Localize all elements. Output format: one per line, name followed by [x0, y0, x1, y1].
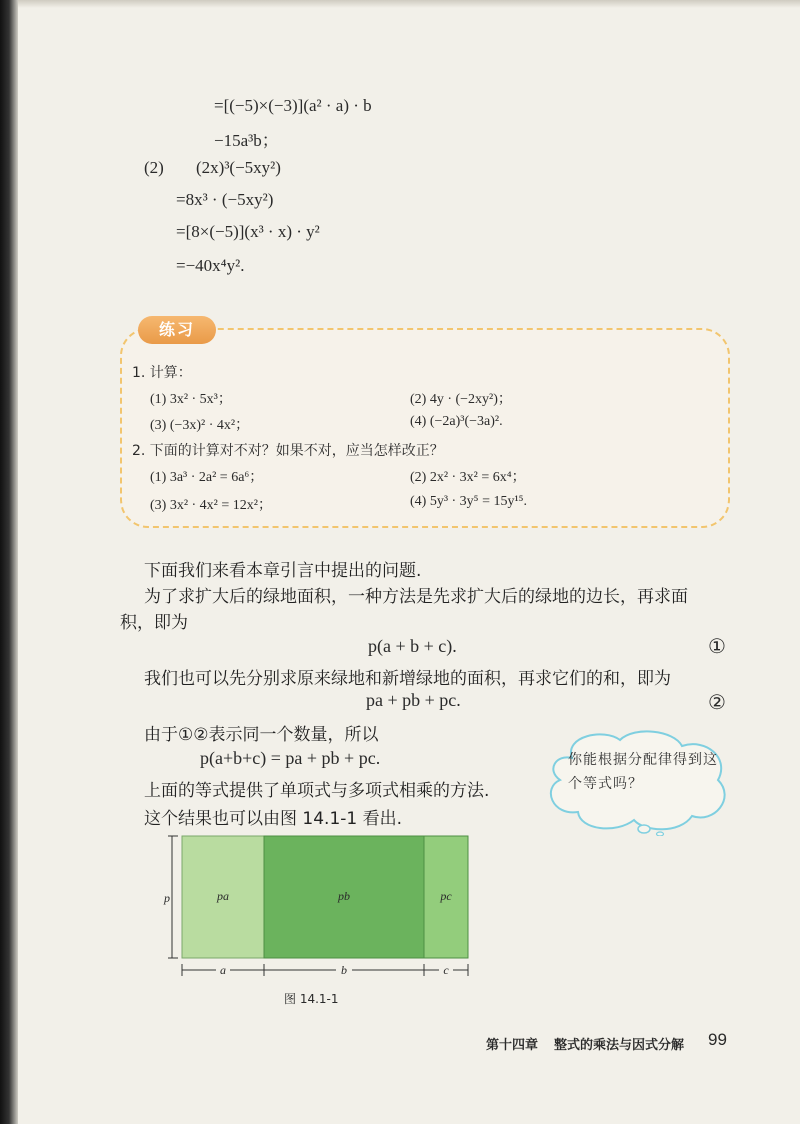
practice-q1-heading: 1. 计算： — [132, 365, 192, 381]
practice-q1-item: (1) 3x² · 5x³； — [150, 392, 232, 407]
body-paragraph-2b: 积，即为 — [120, 613, 188, 633]
body-paragraph-4: 由于①②表示同一个数量，所以 — [144, 725, 379, 745]
body-paragraph-6: 这个结果也可以由图 14.1-1 看出. — [144, 809, 403, 829]
body-paragraph-1: 下面我们来看本章引言中提出的问题. — [144, 561, 422, 581]
practice-q2-item: (1) 3a³ · 2a² = 6a⁶； — [150, 470, 264, 485]
page-footer — [486, 1034, 700, 1053]
area-model-figure — [160, 830, 480, 990]
example-label-2: (2) — [144, 158, 164, 177]
practice-q1-item: (2) 4y · (−2xy²)； — [410, 392, 512, 407]
page-number: 99 — [708, 1030, 727, 1049]
footer-chapter: 第十四章 — [486, 1038, 539, 1053]
practice-q2-item: (3) 3x² · 4x² = 12x²； — [150, 498, 272, 513]
body-paragraph-3: 我们也可以先分别求原来绿地和新增绿地的面积，再求它们的和，即为 — [144, 669, 671, 689]
practice-q2-item: (4) 5y³ · 3y⁵ = 15y¹⁵. — [410, 494, 528, 509]
bottom-label-c: c — [443, 963, 449, 977]
bottom-label-a: a — [220, 963, 226, 977]
example-line-2: −15a³b； — [214, 131, 279, 150]
region-label-pc: pc — [440, 889, 452, 903]
practice-q2-item: (2) 2x² · 3x² = 6x⁴； — [410, 470, 526, 485]
example-line-1: =[(−5)×(−3)](a² · a) · b — [214, 96, 372, 115]
region-label-pb: pb — [338, 889, 350, 903]
practice-tag: 练习 — [138, 316, 216, 344]
example-line-5: =[8×(−5)](x³ · x) · y² — [176, 222, 320, 241]
example-line-3: (2x)³(−5xy²) — [196, 158, 281, 177]
footer-title: 整式的乘法与因式分解 — [554, 1038, 685, 1053]
equation-1-number: ① — [708, 634, 726, 658]
equation-3: p(a+b+c) = pa + pb + pc. — [200, 748, 381, 768]
practice-q2-heading: 2. 下面的计算对不对？如果不对，应当怎样改正？ — [132, 443, 444, 459]
equation-2: pa + pb + pc. — [366, 690, 461, 710]
page-binding-edge — [0, 0, 18, 1124]
bottom-label-b: b — [341, 963, 347, 977]
figure-caption: 图 14.1-1 — [284, 992, 339, 1006]
thought-bubble-text: 你能根据分配律得到这个等式吗？ — [568, 752, 718, 792]
region-label-pa: pa — [217, 889, 229, 903]
practice-q1-item: (4) (−2a)³(−3a)². — [410, 414, 503, 429]
side-label-p: p — [164, 891, 170, 905]
page-top-shadow — [18, 0, 800, 8]
example-line-4: =8x³ · (−5xy²) — [176, 190, 274, 209]
equation-1: p(a + b + c). — [368, 636, 457, 656]
body-paragraph-2a: 为了求扩大后的绿地面积，一种方法是先求扩大后的绿地的边长，再求面 — [144, 587, 688, 607]
practice-q1-item: (3) (−3x)² · 4x²； — [150, 418, 250, 433]
equation-2-number: ② — [708, 690, 726, 714]
body-paragraph-5: 上面的等式提供了单项式与多项式相乘的方法. — [144, 781, 490, 801]
example-line-6: =−40x⁴y². — [176, 256, 245, 275]
